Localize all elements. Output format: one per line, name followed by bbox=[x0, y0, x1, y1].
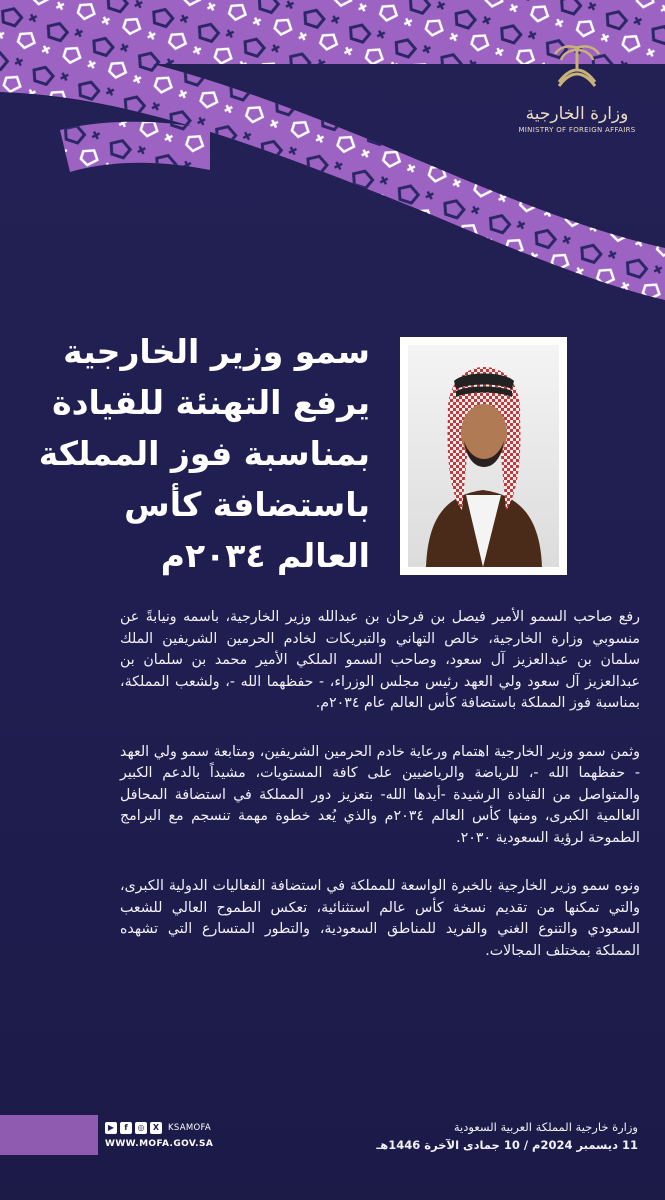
headline-line: بمناسبة فوز المملكة bbox=[38, 434, 370, 473]
ministry-name-ar: وزارة الخارجية bbox=[525, 104, 629, 124]
youtube-icon[interactable]: ▶ bbox=[105, 1122, 117, 1134]
headline-line: باستضافة كأس bbox=[124, 485, 370, 524]
portrait-photo bbox=[400, 337, 567, 575]
body-paragraph: رفع صاحب السمو الأمير فيصل بن فرحان بن عبدالله وزير الخارجية، باسمه ونيابةً عن منسوبي وزارة الخارجية، خالص التهاني والتبريكات لخادم الحرمين الشريفين الملك سلمان بن عبدالعزيز آل سعود، وصاحب السمو الملكي الأمير محمد بن سلمان بن عبدالعزيز آل سعود ولي العهد رئيس مجلس الوزراء، - حفظهما الله -، ولشعب المملكة، بمناسبة فوز المملكة باستضافة كأس العالم عام ٢٠٣٤م. bbox=[120, 609, 640, 711]
body-paragraph: ونوه سمو وزير الخارجية بالخبرة الواسعة للمملكة في استضافة الفعاليات الدولية الكبرى، والتي تمكنها من تقديم نسخة كأس عالم استثنائية، تعكس الطموح العالي للشعب السعودي والتنوع الغني والفريد للمناطق السعودية، والتطور المتسارع التي تشهده المملكة بمختلف المجالات. bbox=[120, 878, 640, 959]
headline bbox=[30, 326, 370, 581]
footer-accent-bar bbox=[0, 1115, 98, 1155]
body-paragraph: وثمن سمو وزير الخارجية اهتمام ورعاية خادم الحرمين الشريفين، ومتابعة سمو ولي العهد - حفظهما الله -، للرياضة والرياضيين على كافة المستويات، مشيداً بالدعم الكبير والمتواصل من القيادة الرشيدة -أيدها الله- بتعزيز دور المملكة في استضافة المحافل العالمية الكبرى، ومنها كأس العالم ٢٠٣٤م والذي يُعد خطوة مهمة تنسجم مع البرامج الطموحة لرؤية السعودية ٢٠٣٠. bbox=[120, 743, 640, 846]
publish-date: 11 ديسمبر 2024م / 10 جمادى الآخرة 1446هـ bbox=[376, 1138, 638, 1152]
portrait-figure-icon bbox=[408, 345, 559, 567]
website-link[interactable]: WWW.MOFA.GOV.SA bbox=[105, 1139, 214, 1149]
palm-swords-emblem-icon bbox=[517, 40, 637, 102]
ministry-name-en: MINISTRY OF FOREIGN AFFAIRS bbox=[518, 126, 636, 134]
article-body bbox=[120, 607, 640, 989]
headline-line: العالم ٢٠٣٤م bbox=[160, 536, 370, 575]
instagram-icon[interactable]: ◎ bbox=[135, 1122, 147, 1134]
ministry-logo bbox=[517, 40, 637, 134]
x-icon[interactable]: X bbox=[150, 1122, 162, 1134]
headline-line: سمو وزير الخارجية bbox=[63, 332, 370, 371]
social-handle[interactable]: KSAMOFA bbox=[168, 1123, 211, 1133]
social-links bbox=[105, 1122, 213, 1134]
headline-line: يرفع التهنئة للقيادة bbox=[52, 383, 370, 422]
facebook-icon[interactable]: f bbox=[120, 1122, 132, 1134]
footer-ministry-line: وزارة خارجية المملكة العربية السعودية bbox=[453, 1120, 638, 1134]
footer-contacts bbox=[105, 1122, 213, 1149]
footer-info bbox=[376, 1118, 638, 1154]
